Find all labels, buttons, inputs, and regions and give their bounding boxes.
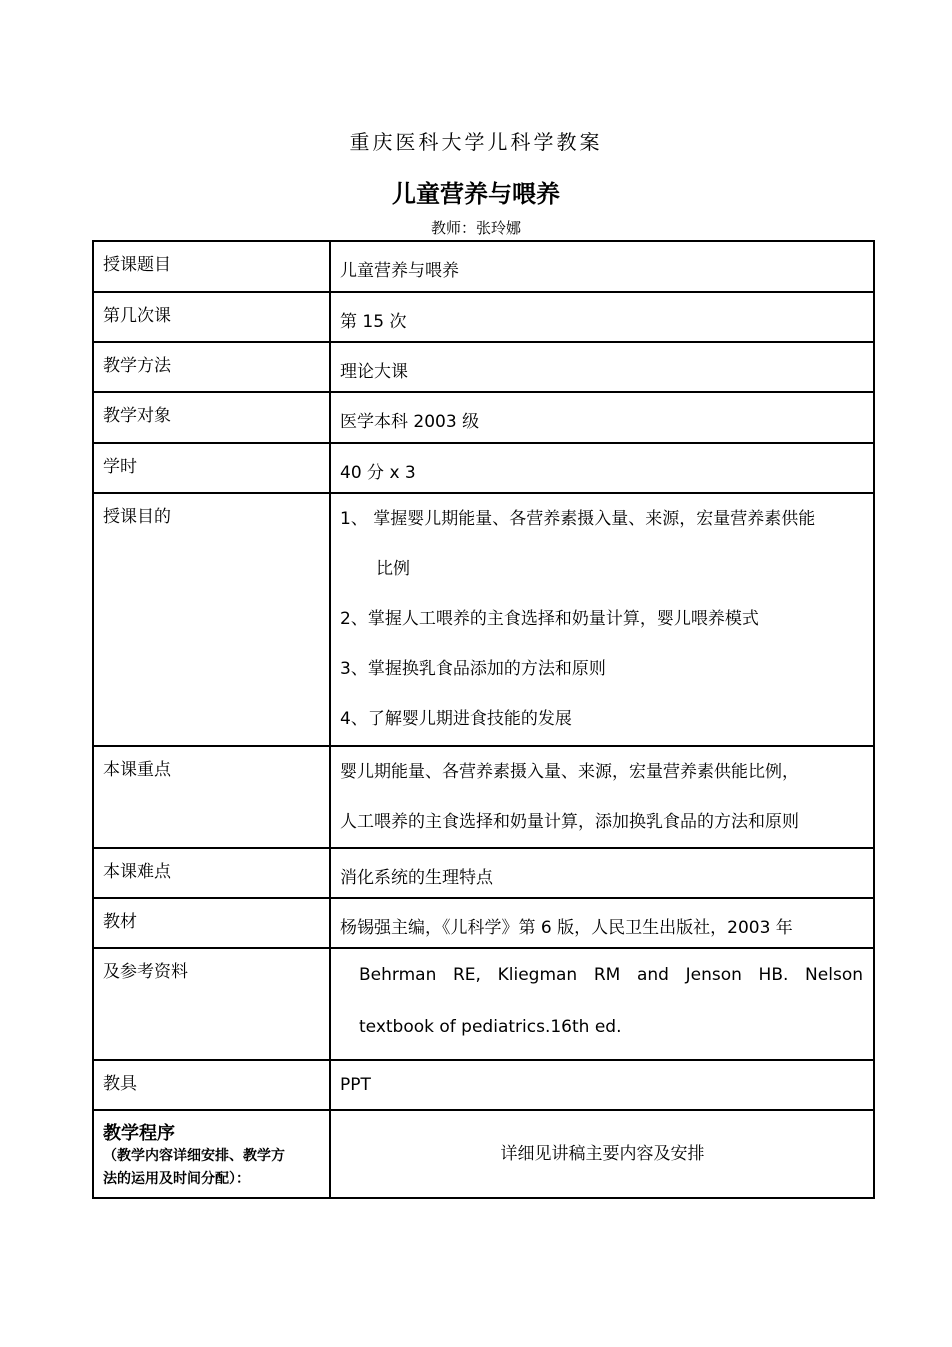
textbook-author: 杨锡强主编，《儿科学》第 6 版， [340, 918, 592, 938]
procedure-label [93, 1110, 330, 1198]
procedure-text: 详细见讲稿主要内容及安排 [500, 1143, 705, 1164]
row-value: 消化系统的生理特点 [330, 848, 874, 898]
lesson-title: 儿童营养与喂养 [392, 180, 560, 208]
row-label: 教材 [93, 898, 330, 948]
row-label: 学时 [93, 443, 330, 493]
list-item: 1、 掌握婴儿期能量、各营养素摄入量、来源，宏量营养素供能 [340, 509, 816, 529]
procedure-subtitle: 法的运用及时间分配）： [103, 1171, 250, 1187]
lesson-plan-table [92, 240, 875, 1199]
table-row [93, 443, 874, 493]
row-label: 本课难点 [93, 848, 330, 898]
row-label: 授课目的 [93, 493, 330, 746]
table-row [93, 292, 874, 342]
reference-line: textbook of pediatrics.16th ed. [359, 1017, 622, 1037]
row-label: 本课重点 [93, 746, 330, 848]
row-label: 教具 [93, 1060, 330, 1110]
list-item: 比例 [376, 559, 410, 579]
row-value [330, 898, 874, 948]
table-row [93, 493, 874, 746]
row-value: 40 分 x 3 [330, 443, 874, 493]
table-row [93, 392, 874, 443]
list-item: 2、掌握人工喂养的主食选择和奶量计算，婴儿喂养模式 [340, 609, 759, 629]
key-points-line: 人工喂养的主食选择和奶量计算，添加换乳食品的方法和原则 [340, 812, 799, 832]
table-row [93, 898, 874, 948]
textbook-year: 2003 年 [727, 918, 793, 938]
table-row [93, 746, 874, 848]
teacher-line: 教师：张玲娜 [430, 219, 521, 237]
table-row [93, 948, 874, 1060]
school-title: 重庆医科大学儿科学教案 [349, 130, 603, 154]
row-label: 第几次课 [93, 292, 330, 342]
objectives-list [330, 493, 874, 746]
reference-line: Behrman RE, Kliegman RM and Jenson HB. Nelson [359, 965, 863, 985]
textbook-publisher: 人民卫生出版社， [591, 918, 728, 938]
row-value: 医学本科 2003 级 [330, 392, 874, 443]
table-row [93, 848, 874, 898]
table-row [93, 241, 874, 292]
row-label: 授课题目 [93, 241, 330, 292]
row-value: 第 15 次 [330, 292, 874, 342]
list-item: 4、了解婴儿期进食技能的发展 [340, 709, 572, 729]
row-value: PPT [330, 1060, 874, 1110]
row-value [330, 746, 874, 848]
table-row [93, 1060, 874, 1110]
row-value [330, 948, 874, 1060]
procedure-value [330, 1110, 874, 1198]
row-value: 理论大课 [330, 342, 874, 392]
row-label: 及参考资料 [93, 948, 330, 1060]
procedure-subtitle: （教学内容详细安排、教学方 [103, 1148, 285, 1164]
table-row [93, 1110, 874, 1198]
procedure-title: 教学程序 [103, 1123, 175, 1144]
key-points-line: 婴儿期能量、各营养素摄入量、来源，宏量营养素供能比例， [340, 762, 799, 782]
list-item: 3、掌握换乳食品添加的方法和原则 [340, 659, 606, 679]
row-value: 儿童营养与喂养 [330, 241, 874, 292]
row-label: 教学方法 [93, 342, 330, 392]
row-label: 教学对象 [93, 392, 330, 443]
table-row [93, 342, 874, 392]
